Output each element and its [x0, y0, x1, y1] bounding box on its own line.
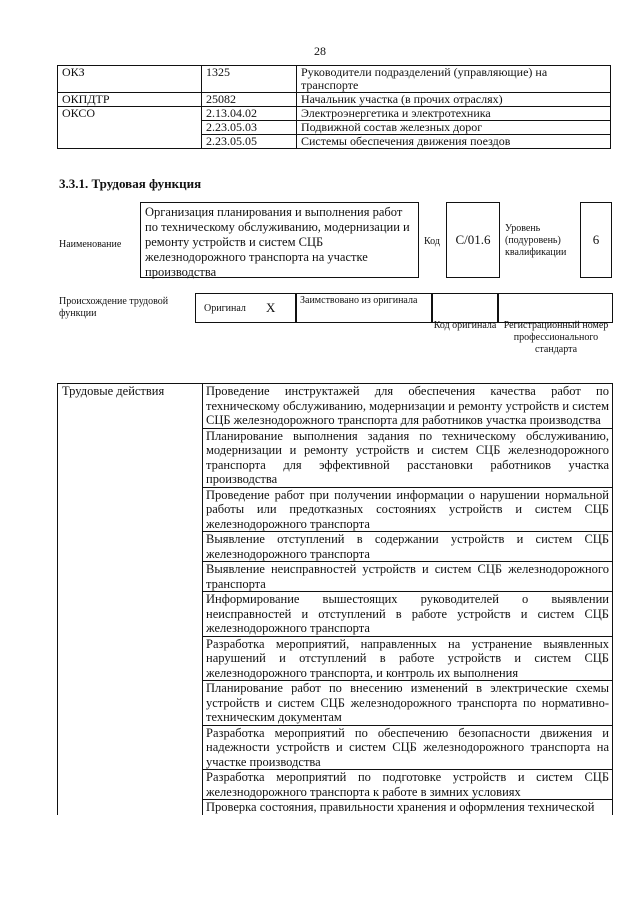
list-item: Информирование вышестоящих руководителей о выявлении неисправностей и отступлений в работе устройств и систем СЦБ железнодорожного транспорта: [203, 592, 613, 637]
classifier-table: [57, 65, 611, 149]
list-item: Проведение работ при получении информации о нарушении нормальной работы или предотказных состояниях устройств и систем СЦБ железнодорожного транспорта: [203, 487, 613, 532]
table-row: [58, 66, 611, 93]
page-number: 28: [314, 44, 326, 58]
classifier-value: 2.23.05.05: [202, 135, 297, 149]
classifier-name: Руководители подразделений (управляющие) на транспорте: [297, 66, 611, 93]
list-item: Планирование выполнения задания по техническому обслуживанию, модернизации и ремонту устройств и систем СЦБ железнодорожного транспорта для эффективной расстановки работников участка производства: [203, 428, 613, 487]
function-code: С/01.6: [446, 202, 500, 278]
registration-number-cell: [498, 293, 613, 323]
classifier-name: Начальник участка (в прочих отраслях): [297, 93, 611, 107]
origin-label: Происхождение трудовой функции: [59, 296, 169, 319]
labor-actions-table: [57, 383, 613, 815]
original-code-cell: [432, 293, 498, 323]
list-item: Разработка мероприятий по подготовке устройств и систем СЦБ железнодорожного транспорта к работе в зимних условиях: [203, 770, 613, 800]
list-item: Разработка мероприятий по обеспечению безопасности движения и надежности устройств и систем СЦБ железнодорожного транспорта на участке производства: [203, 725, 613, 770]
classifier-value: 25082: [202, 93, 297, 107]
list-item: Проверка состояния, правильности хранения и оформления технической: [203, 800, 613, 815]
function-level: 6: [580, 202, 612, 278]
table-row: [58, 384, 613, 429]
code-caption: Код оригинала: [433, 320, 497, 331]
classifier-name: Подвижной состав железных дорог: [297, 121, 611, 135]
original-cell: [195, 293, 296, 323]
classifier-name: Системы обеспечения движения поездов: [297, 135, 611, 149]
level-label: Уровень (подуровень) квалификации: [505, 223, 567, 258]
function-name: Организация планирования и выполнения работ по техническому обслуживанию, модернизации и ремонту устройств и систем СЦБ железнодорожного транспорта на участке производства: [140, 202, 419, 278]
table-row: [58, 107, 611, 121]
classifier-code: ОКСО: [58, 107, 202, 149]
classifier-value: 2.23.05.03: [202, 121, 297, 135]
borrowed-label: Заимствовано из оригинала: [296, 293, 432, 323]
list-item: Проведение инструктажей для обеспечения качества работ по техническому обслуживанию, модернизации и ремонту устройств и систем СЦБ железнодорожного транспорта для работников участка производства: [203, 384, 613, 429]
list-item: Выявление неисправностей устройств и систем СЦБ железнодорожного транспорта: [203, 562, 613, 592]
original-label: Оригинал: [204, 303, 246, 314]
section-heading: 3.3.1. Трудовая функция: [59, 176, 202, 191]
classifier-code: ОКПДТР: [58, 93, 202, 107]
list-item: Выявление отступлений в содержании устройств и систем СЦБ железнодорожного транспорта: [203, 532, 613, 562]
labor-actions-label: Трудовые действия: [58, 384, 203, 815]
classifier-code: ОКЗ: [58, 66, 202, 93]
list-item: Планирование работ по внесению изменений в электрические схемы устройств и систем СЦБ железнодорожного транспорта по нормативно-техническим документам: [203, 681, 613, 726]
name-label: Наименование: [59, 239, 122, 250]
code-label: Код: [424, 236, 440, 247]
classifier-value: 1325: [202, 66, 297, 93]
list-item: Разработка мероприятий, направленных на устранение выявленных нарушений и отступлений в работе устройств и систем СЦБ железнодорожного транспорта, и контроль их выполнения: [203, 636, 613, 681]
classifier-name: Электроэнергетика и электротехника: [297, 107, 611, 121]
reg-caption: Регистрационный номер профессионального стандарта: [503, 320, 609, 355]
original-mark: X: [266, 300, 276, 315]
table-row: [58, 93, 611, 107]
classifier-value: 2.13.04.02: [202, 107, 297, 121]
